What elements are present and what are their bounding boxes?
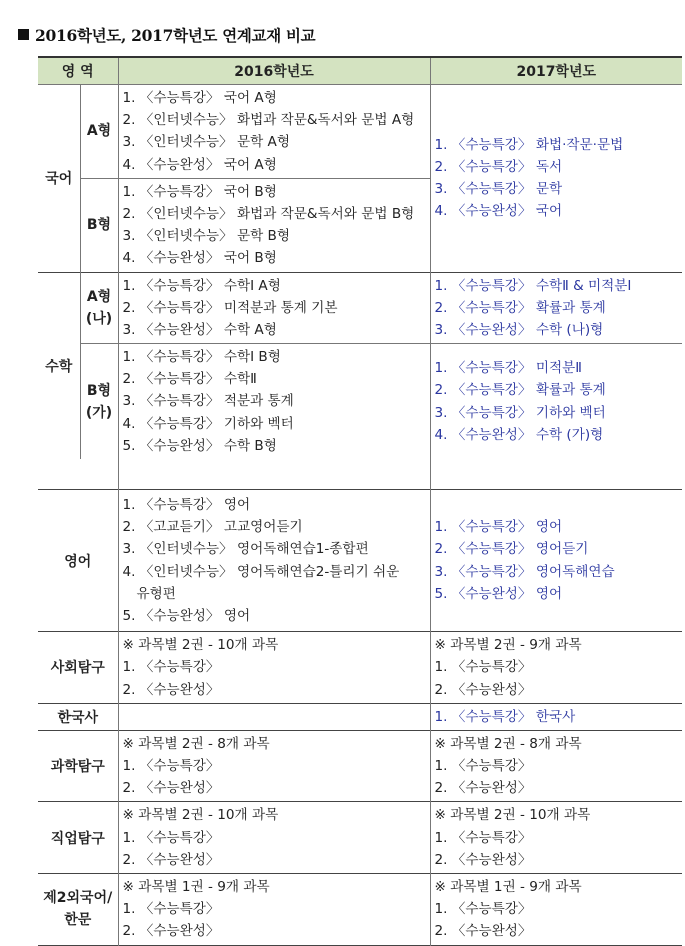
list-item: ※ 과목별 2권 - 8개 과목 [434,735,582,752]
category-vocational: 직업탐구 [50,830,105,847]
list-item: 2. 〈수능특강〉 확률과 통계 [434,382,606,399]
table-row [38,874,682,946]
list-item: 2. 〈수능완성〉 [434,851,532,868]
category-korean: 국어 [45,171,73,188]
list-item: 1. 〈수능특강〉 화법·작문·문법 [434,136,624,153]
foreign-2016 [118,874,430,946]
list-item: 1. 〈수능특강〉 한국사 [434,708,576,725]
list-item: ※ 과목별 1권 - 9개 과목 [122,879,270,895]
list-item: 1. 〈수능특강〉 국어 A형 [122,90,277,106]
list-item: 2. 〈수능특강〉 독서 [434,159,563,176]
list-item: 2. 〈수능특강〉 미적분과 통계 기본 [122,299,338,316]
category-foreign: 제2외국어/ 한문 [43,890,113,929]
category-english: 영어 [64,553,92,570]
table-row [38,730,682,802]
korean-2017 [430,85,682,273]
list-item: 4. 〈인터넷수능〉 영어독해연습2-틀리기 쉬운 [122,563,400,580]
list-item: 2. 〈수능완성〉 [434,923,532,940]
english-2016 [118,490,430,632]
list-item: 4. 〈수능완성〉 수학 (가)형 [434,426,604,443]
table-row [38,272,682,344]
list-item: 1. 〈수능특강〉 [434,758,532,775]
list-item: 2. 〈수능완성〉 [122,780,220,797]
list-item: 2. 〈수능완성〉 [122,923,220,940]
science-2017 [430,730,682,802]
category-math: 수학 [45,358,73,375]
list-item: 1. 〈수능특강〉 [122,829,220,846]
header-area: 영 역 [38,57,118,85]
science-2016 [118,730,430,802]
list-item: 2. 〈수능완성〉 [434,780,532,797]
list-item: 4. 〈수능완성〉 국어 B형 [122,250,277,267]
list-item: 2. 〈수능특강〉 수학Ⅱ [122,371,257,388]
list-item: 3. 〈수능특강〉 기하와 벡터 [434,404,606,421]
korean-b-2016 [118,178,430,272]
table-row [38,344,682,459]
english-2017 [430,490,682,632]
table-header-row [38,57,682,85]
list-item: ※ 과목별 2권 - 10개 과목 [122,807,279,824]
list-item: 1. 〈수능특강〉 국어 B형 [122,183,277,200]
history-2016 [118,703,430,730]
table-row [38,703,682,730]
list-item: 1. 〈수능특강〉 [434,829,532,846]
korean-a-2016 [118,85,430,179]
list-item: 유형편 [136,585,176,602]
list-item: 3. 〈수능완성〉 수학 (나)형 [434,321,604,338]
square-bullet-icon [18,29,29,40]
math-a-label: A형 (나) [80,272,118,344]
spacer-row [38,459,682,490]
list-item: 5. 〈수능완성〉 영어 [122,607,251,624]
list-item: 1. 〈수능특강〉 [434,659,532,676]
list-item: ※ 과목별 1권 - 9개 과목 [434,879,582,895]
table-row [38,632,682,704]
list-item: 1. 〈수능특강〉 [122,901,220,918]
list-item: ※ 과목별 2권 - 9개 과목 [434,637,582,654]
header-2017: 2017학년도 [430,57,682,85]
math-b-label: B형 (가) [80,344,118,459]
list-item: 1. 〈수능특강〉 미적분Ⅱ [434,360,582,377]
list-item: 3. 〈인터넷수능〉 문학 A형 [122,134,290,151]
vocational-2016 [118,802,430,874]
korean-a-label: A형 [80,85,118,179]
header-2016: 2016학년도 [118,57,430,85]
list-item: 2. 〈수능완성〉 [122,681,220,698]
math-b-2017 [430,344,682,459]
list-item: 2. 〈수능특강〉 영어듣기 [434,541,589,558]
list-item: 1. 〈수능특강〉 영어 [122,497,251,513]
math-b-2016 [118,344,430,459]
list-item: 1. 〈수능특강〉 [122,659,220,676]
social-2017 [430,632,682,704]
category-social: 사회탐구 [50,660,105,677]
list-item: 4. 〈수능완성〉 국어 [434,203,563,220]
list-item: 1. 〈수능특강〉 수학Ⅰ A형 [122,277,281,294]
list-item: 5. 〈수능완성〉 영어 [434,585,563,602]
social-2016 [118,632,430,704]
list-item: ※ 과목별 2권 - 10개 과목 [122,637,279,654]
list-item: 1. 〈수능특강〉 영어 [434,519,563,536]
list-item: 1. 〈수능특강〉 [122,758,220,775]
list-item: 3. 〈수능특강〉 문학 [434,181,563,198]
list-item: ※ 과목별 2권 - 8개 과목 [122,735,270,752]
foreign-2017 [430,874,682,946]
list-item: ※ 과목별 2권 - 10개 과목 [434,807,591,824]
list-item: 1. 〈수능특강〉 수학Ⅰ B형 [122,349,281,366]
list-item: 2. 〈수능완성〉 [434,681,532,698]
list-item: 2. 〈수능특강〉 확률과 통계 [434,299,606,316]
table-row [38,802,682,874]
list-item: 2. 〈인터넷수능〉 화법과 작문&독서와 문법 B형 [122,205,415,222]
list-item: 3. 〈인터넷수능〉 문학 B형 [122,228,290,245]
list-item: 2. 〈인터넷수능〉 화법과 작문&독서와 문법 A형 [122,112,415,129]
math-a-2016 [118,272,430,344]
table-row [38,490,682,632]
table-row [38,85,682,179]
list-item: 2. 〈고교듣기〉 고교영어듣기 [122,519,303,536]
list-item: 4. 〈수능완성〉 국어 A형 [122,156,277,173]
list-item: 1. 〈수능특강〉 수학Ⅱ & 미적분Ⅰ [434,277,632,294]
comparison-table [38,56,682,946]
list-item: 3. 〈인터넷수능〉 영어독해연습1-종합편 [122,541,369,558]
list-item: 5. 〈수능완성〉 수학 B형 [122,437,277,454]
list-item: 3. 〈수능완성〉 수학 A형 [122,321,277,338]
math-a-2017 [430,272,682,344]
list-item: 2. 〈수능완성〉 [122,851,220,868]
list-item: 3. 〈수능특강〉 영어독해연습 [434,563,615,580]
list-item: 1. 〈수능특강〉 [434,901,532,918]
korean-b-label: B형 [80,178,118,272]
history-2017 [430,703,682,730]
list-item: 4. 〈수능특강〉 기하와 벡터 [122,415,294,432]
category-science: 과학탐구 [50,759,105,776]
list-item: 3. 〈수능특강〉 적분과 통계 [122,393,294,410]
page-title: 2016학년도, 2017학년도 연계교재 비교 [18,24,315,46]
category-history: 한국사 [57,709,99,726]
vocational-2017 [430,802,682,874]
